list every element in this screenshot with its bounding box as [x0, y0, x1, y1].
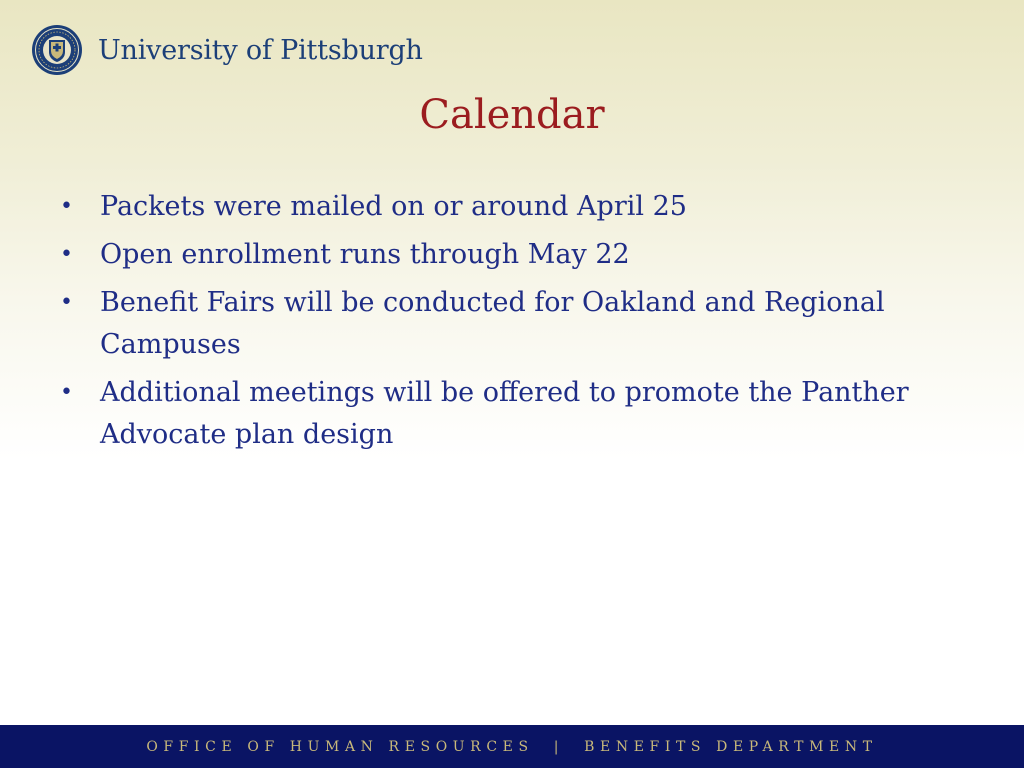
- bullet-marker: •: [60, 290, 73, 315]
- bullet-text: Benefit Fairs will be conducted for Oakland and Regional Campuses: [100, 287, 885, 360]
- bullet-marker: •: [60, 380, 73, 405]
- university-seal-icon: [31, 24, 83, 76]
- university-name: University of Pittsburgh: [98, 34, 423, 66]
- footer-bar: [0, 725, 1024, 768]
- bullet-item: [58, 234, 988, 276]
- bullet-text: Open enrollment runs through May 22: [100, 239, 630, 270]
- bullet-marker: •: [60, 194, 73, 219]
- bullet-marker: •: [60, 242, 73, 267]
- bullet-list: [58, 186, 988, 462]
- university-logo: [31, 24, 423, 76]
- bullet-text: Packets were mailed on or around April 25: [100, 191, 687, 222]
- slide-title: Calendar: [419, 92, 605, 138]
- bullet-item: [58, 186, 988, 228]
- footer-text: OFFICE OF HUMAN RESOURCES | BENEFITS DEPARTMENT: [146, 738, 878, 755]
- bullet-item: [58, 282, 988, 366]
- bullet-text: Additional meetings will be offered to promote the Panther Advocate plan design: [100, 377, 909, 450]
- bullet-item: [58, 372, 988, 456]
